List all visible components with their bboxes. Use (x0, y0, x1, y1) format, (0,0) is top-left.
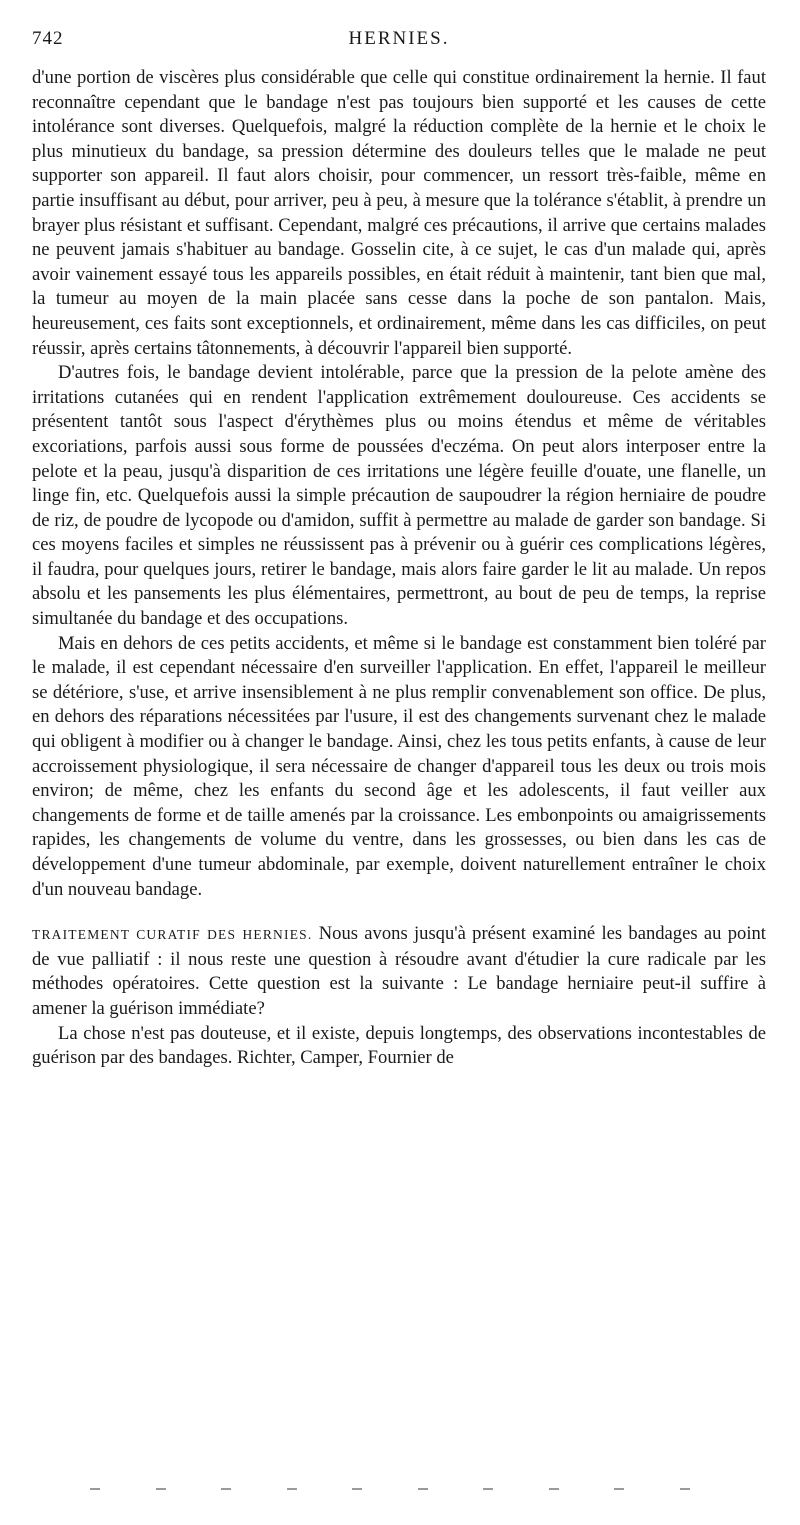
scan-mark (221, 1488, 231, 1490)
book-page (32, 28, 766, 1071)
running-head (32, 28, 766, 54)
scan-mark (680, 1488, 690, 1490)
scan-mark (90, 1488, 100, 1490)
section-heading: TRAITEMENT CURATIF DES HERNIES. (32, 927, 313, 943)
body-text (32, 66, 766, 1071)
section-gap (32, 902, 766, 922)
section-paragraph-curatif (32, 922, 766, 1021)
paragraph-irritations: D'autres fois, le bandage devient intolérable, parce que la pression de la pelote amène des irritations cutanées qui en rendent l'application extrêmement douloureuse. Ces accidents se présentent tantôt sous l'aspect d'érythèmes plus ou moins étendus et même de véritables excoriations, parfois aussi sous forme de poussées d'eczéma. On peut alors interposer entre la pelote et la peau, jusqu'à disparition de ces irritations une légère feuille d'ouate, une flanelle, un linge fin, etc. Quelquefois aussi la simple précaution de saupoudrer la région herniaire de poudre de riz, de poudre de lycopode ou d'amidon, suffit à permettre au malade de garder son bandage. Si ces moyens faciles et simples ne réussissent pas à prévenir ou à guérir ces complications légères, il faudra, pour quelques jours, retirer le bandage, mais alors faire garder le lit au malade. Un repos absolu et les pansements les plus élémentaires, permettront, au bout de peu de temps, la reprise simultanée du bandage et des occupations. (32, 362, 766, 630)
scan-mark (549, 1488, 559, 1490)
paragraph-guerison: La chose n'est pas douteuse, et il existe, depuis longtemps, des observations incontestables de guérison par des bandages. Richter, Camper, Fournier de (32, 1022, 766, 1069)
page-number: 742 (32, 28, 64, 49)
scan-mark (352, 1488, 362, 1490)
running-title: HERNIES. (348, 28, 450, 49)
paragraph-continuation: d'une portion de viscères plus considérable que celle qui constitue ordinairement la hernie. Il faut reconnaître cependant que le bandage n'est pas toujours bien supporté et les causes de cette intolérance sont diverses. Quelquefois, malgré la réduction complète de la hernie et le choix le plus minutieux du bandage, sa pression détermine des douleurs telles que le malade ne peut supporter son appareil. Il faut alors choisir, pour commencer, un ressort très-faible, même en partie insuffisant au début, pour arriver, peu à peu, à mesure que la tolérance s'établit, à prendre un brayer plus résistant et suffisant. Cependant, malgré ces précautions, il arrive que certains malades ne peuvent jamais s'habituer au bandage. Gosselin cite, à ce sujet, le cas d'un malade qui, après avoir vainement essayé tous les appareils possibles, en était réduit à maintenir, tant bien que mal, la tumeur au moyen de la main placée sans cesse dans la poche de son pantalon. Mais, heureusement, ces faits sont exceptionnels, et ordinairement, même dans les cas difficiles, on peut réussir, après certains tâtonnements, à découvrir l'appareil bien supporté. (32, 67, 766, 359)
paragraph-surveillance: Mais en dehors de ces petits accidents, et même si le bandage est constamment bien toléré par le malade, il est cependant nécessaire d'en surveiller l'application. En effet, l'appareil le meilleur se détériore, s'use, et arrive insensiblement à ne plus remplir convenablement son office. De plus, en dehors des réparations nécessitées par l'usure, il est des changements survenant chez le malade qui obligent à modifier ou à changer le bandage. Ainsi, chez les tous petits enfants, à cause de leur accroissement physiologique, il sera nécessaire de changer d'appareil tous les deux ou trois mois environ; de même, chez les enfants du second âge et les adolescents, il faut veiller aux changements de forme et de taille amenés par la croissance. Les embonpoints ou amaigrissements rapides, les changements de volume du ventre, dans les grossesses, ou bien dans les cas de développement d'une tumeur abdominale, par exemple, doivent naturellement entraîner le choix d'un nouveau bandage. (32, 632, 766, 900)
scan-mark (287, 1488, 297, 1490)
section-lead-text: Nous avons jusqu'à présent examiné les bandages au point de vue palliatif : il nous reste une question à résoudre avant d'étudier la cure radicale par les méthodes opératoires. Cette question est la suivante : Le bandage herniaire peut-il suffire à amener la guérison immédiate? (32, 923, 766, 1019)
footer-scan-marks (90, 1486, 690, 1492)
scan-mark (614, 1488, 624, 1490)
scan-mark (483, 1488, 493, 1490)
scan-mark (418, 1488, 428, 1490)
scan-mark (156, 1488, 166, 1490)
